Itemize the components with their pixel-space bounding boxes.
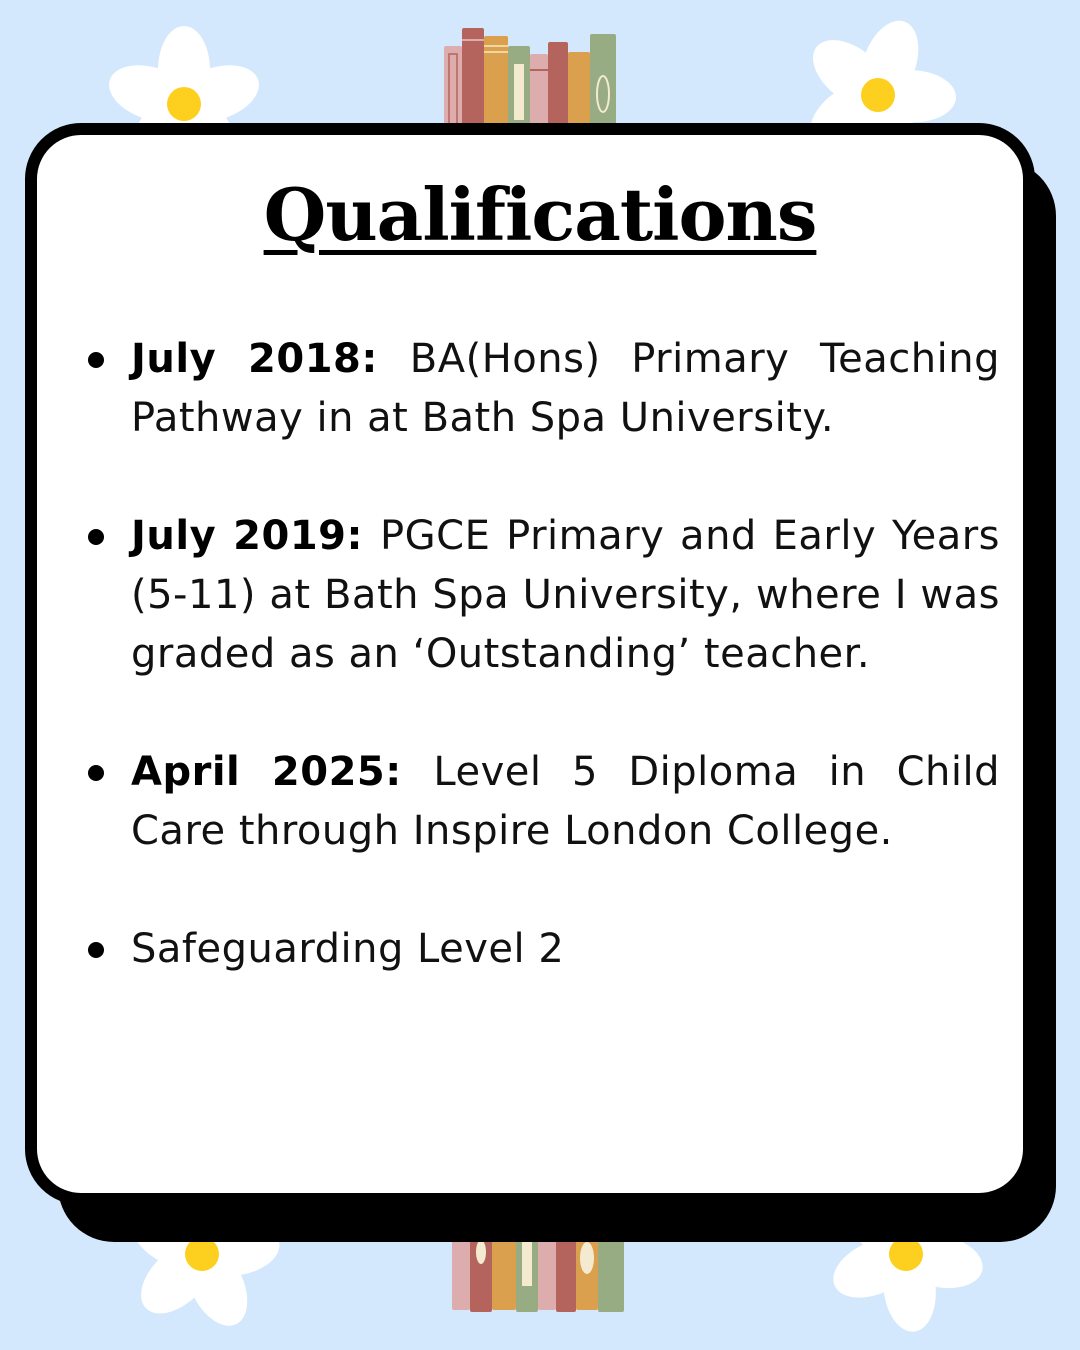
- qualification-text: PGCE Primary and Early Years (5-11) at Bath Spa University, where I was graded as an ‘Outstanding’ teacher.: [131, 513, 1000, 677]
- qualification-date: April 2025:: [131, 749, 434, 795]
- qualification-item: [88, 920, 1000, 979]
- qualification-item: [88, 743, 1000, 861]
- qualification-date: July 2018:: [131, 336, 410, 382]
- qualification-date: July 2019:: [131, 513, 381, 559]
- qualification-text: BA(Hons) Primary Teaching Pathway in at Bath Spa University.: [131, 336, 1000, 441]
- bullet-icon: [88, 765, 104, 781]
- qualification-text: Safeguarding Level 2: [131, 926, 565, 972]
- bullet-icon: [88, 942, 104, 958]
- qualification-item: [88, 507, 1000, 684]
- bullet-icon: [88, 352, 104, 368]
- qualifications-list: [88, 330, 1000, 1038]
- book-stack-icon: [440, 24, 620, 134]
- bullet-icon: [88, 529, 104, 545]
- qualification-item: [88, 330, 1000, 448]
- page-title: Qualifications: [263, 172, 817, 257]
- qualification-text: Level 5 Diploma in Child Care through Inspire London College.: [131, 749, 1000, 854]
